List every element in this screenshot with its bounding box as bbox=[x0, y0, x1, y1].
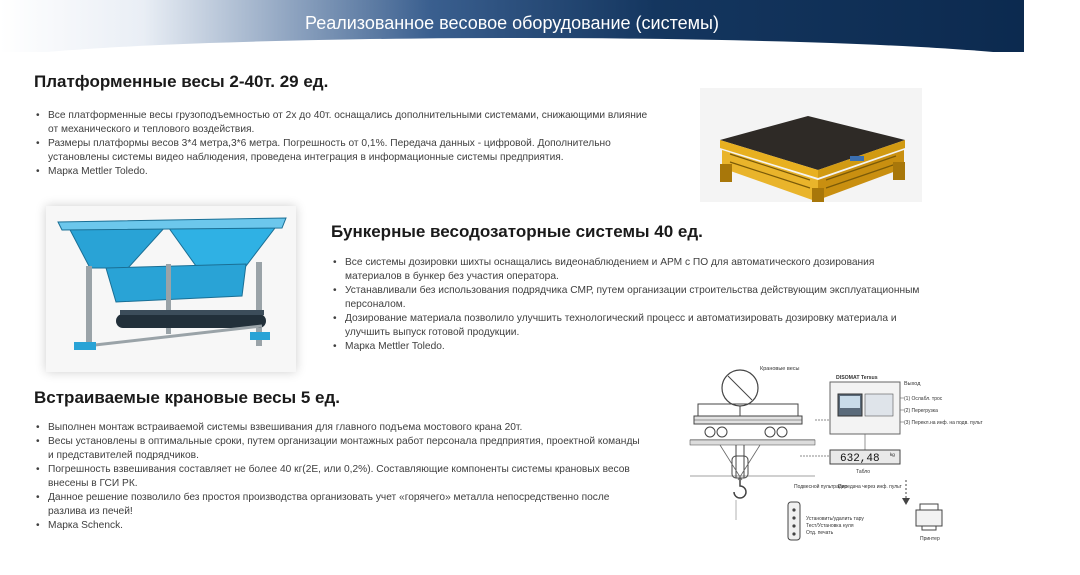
list-item: • Марка Mettler Toledo. bbox=[331, 340, 931, 354]
disomat-label: DISOMAT Tersus bbox=[836, 375, 878, 381]
printer-label: Принтер bbox=[920, 536, 940, 542]
output-item: (2) Перегрузка bbox=[904, 408, 938, 414]
output-item: (3) Перекл.на инф. на подв. пульт bbox=[904, 420, 983, 426]
list-item: • Выполнен монтаж встраиваемой системы взвешивания для главного подъема мостового крана 20т. bbox=[34, 421, 642, 435]
transfer-label: Передача через инф. пульт bbox=[838, 484, 902, 490]
section-title-crane: Встраиваемые крановые весы 5 ед. bbox=[34, 388, 340, 407]
tablo-value: 632,48 bbox=[840, 453, 880, 465]
tablo-unit: kg bbox=[890, 452, 895, 457]
crane-scale-label: Крановые весы bbox=[760, 366, 800, 372]
title-banner bbox=[0, 0, 1024, 52]
output-item: (1) Ослабл. трос bbox=[904, 396, 943, 402]
tablo-label: Табло bbox=[856, 469, 871, 475]
remote-label: Подвесной пультрадио bbox=[794, 484, 848, 490]
platform-bullets bbox=[34, 109, 649, 179]
list-item: • Все системы дозировки шихты оснащались видеонаблюдением и АРМ с ПО для автоматического дозирования материалов в бункер без участия оператора. bbox=[331, 256, 931, 284]
bunker-bullets bbox=[331, 256, 931, 354]
list-item: • Данное решение позволило без простоя производства организовать учет «горячего» металла непосредственно после разлива из печей! bbox=[34, 491, 642, 519]
list-item: • Размеры платформы весов 3*4 метра,3*6 метра. Погрешность от 0,1%. Передача данных - цифровой. Дополнительно установлены системы видео наблюдения, проведена интеграция в информационные системы предприятия. bbox=[34, 137, 649, 165]
section-title-bunker: Бункерные весодозаторные системы 40 ед. bbox=[331, 222, 703, 241]
list-item: • Погрешность взвешивания составляет не более 40 кг(2Е, или 0,2%). Составляющие компоненты системы крановых весов внесены в ГСИ РК. bbox=[34, 463, 642, 491]
print-label: Отд. печать bbox=[806, 530, 834, 536]
crane-scale-diagram bbox=[690, 360, 983, 570]
bunker-dosing-image bbox=[46, 206, 296, 372]
tare-label: Установить/удалить тару bbox=[806, 516, 864, 522]
output-label: Выход bbox=[904, 381, 921, 387]
list-item: • Все платформенные весы грузоподъемностью от 2х до 40т. оснащались дополнительными системами, снижающими влияние от механического и теплового воздействия. bbox=[34, 109, 649, 137]
list-item: • Весы установлены в оптимальные сроки, путем организации монтажных работ персонала предприятия, проектной команды и представителей подрядчиков. bbox=[34, 435, 642, 463]
list-item: • Устанавливали без использования подрядчика СМР, путем организации строительства действующим эксплуатационным персоналом. bbox=[331, 284, 931, 312]
list-item: • Марка Mettler Toledo. bbox=[34, 165, 649, 179]
page-title: Реализованное весовое оборудование (системы) bbox=[305, 13, 719, 33]
list-item: • Марка Schenck. bbox=[34, 519, 642, 533]
crane-bullets bbox=[34, 421, 642, 533]
zero-label: Тест/Установка нуля bbox=[806, 523, 854, 529]
platform-scale-image bbox=[700, 88, 922, 202]
list-item: • Дозирование материала позволило улучшить технологический процесс и автоматизировать дозировку материала и улучшить выпуск готовой продукции. bbox=[331, 312, 931, 340]
section-title-platform: Платформенные весы 2-40т. 29 ед. bbox=[34, 72, 329, 91]
